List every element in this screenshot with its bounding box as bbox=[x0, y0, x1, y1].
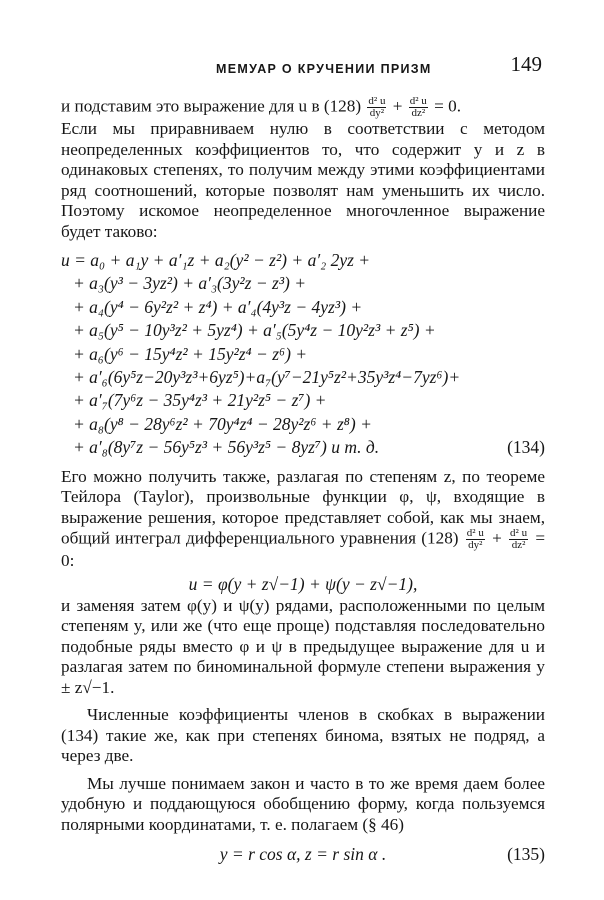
paragraph-substitution bbox=[61, 96, 545, 119]
fraction-numerator: d² u bbox=[409, 95, 427, 107]
fraction-d2u-dy2 bbox=[367, 96, 386, 119]
fraction-d2u-dz2 bbox=[409, 96, 428, 119]
equation-line: u = a₀ + a₁y + a′₁z + a₂(y² − z²) + a′₂ 2yz + bbox=[61, 250, 371, 270]
fraction-numerator: d² u bbox=[466, 527, 484, 540]
equation-line: + a₄(y⁴ − 6y²z² + z⁴) + a′₄(4y³z − 4yz³) + bbox=[73, 296, 363, 317]
paragraph-binomial: Численные коэффициенты членов в скобках в выражении (134) такие же, как при степенях бинома, взятых не подряд, а через две. bbox=[61, 705, 545, 766]
plus-sign: + bbox=[492, 528, 502, 548]
fraction-numerator: d² u bbox=[368, 95, 386, 107]
page-number: 149 bbox=[510, 52, 542, 76]
fraction-denominator: dy² bbox=[468, 539, 483, 552]
equation-line: + a′₇(7y⁶z − 35y⁴z³ + 21y²z⁵ − z⁷) + bbox=[73, 390, 327, 411]
paragraph-lead: и подставим это выражение для u в (128) bbox=[61, 96, 362, 116]
page-header bbox=[60, 50, 550, 80]
equation-tail: = 0. bbox=[434, 96, 461, 116]
paragraph-text: Его можно получить также, разлагая по степеням z, по теореме Тейлора (Taylor), произвольные функции φ, ψ, входящие в выражение решения, которое представляет собой, как мы знаем, общий интеграл дифференциального уравнения (128) bbox=[61, 466, 545, 548]
fraction-numerator: d² u bbox=[510, 527, 528, 540]
fraction-d2u-dz2 bbox=[509, 528, 528, 551]
equation-135 bbox=[61, 842, 545, 866]
fraction-denominator: dz² bbox=[411, 107, 426, 119]
page-body bbox=[61, 96, 545, 866]
paragraph-series: и заменяя затем φ(y) и ψ(y) рядами, расположенными по целым степеням y, или же (что еще проще) подставляя последовательно подобные ряды вместо φ и ψ в предыдущее выражение для u и разлагая затем по биноминальной формуле степени выражения y ± z√−1. bbox=[61, 595, 545, 697]
equation-number: (134) bbox=[507, 437, 545, 458]
fraction-d2u-dy2 bbox=[466, 528, 485, 551]
running-title: МЕМУАР О КРУЧЕНИИ ПРИЗМ bbox=[216, 62, 432, 76]
equation-line: + a₃(y³ − 3yz²) + a′₃(3y²z − z³) + bbox=[73, 273, 307, 294]
equation-number: (135) bbox=[507, 844, 545, 865]
equation-tail: = 0: bbox=[61, 528, 546, 571]
equation-line-text: + a′₈(8y⁷z − 56y⁵z³ + 56y³z⁵ − 8yz⁷) и т. д. bbox=[73, 437, 380, 458]
equation-text: y = r cos α, z = r sin α . bbox=[219, 844, 387, 865]
equation-general-integral: u = φ(y + z√−1) + ψ(y − z√−1), bbox=[188, 573, 418, 594]
fraction-denominator: dy² bbox=[369, 107, 385, 119]
plus-sign: + bbox=[392, 96, 403, 116]
paragraph-polar: Мы лучше понимаем закон и часто в то же время даем более удобную и поддающуюся обобщению форму, когда пользуемся полярными координатами, т. е. полагаем (§ 46) bbox=[61, 773, 545, 834]
equation-line: + a′₆(6y⁵z−20y³z³+6yz⁵)+a₇(y⁷−21y⁵z²+35y³z⁴−7yz⁶)+ bbox=[73, 367, 461, 388]
equation-line-last bbox=[61, 436, 545, 459]
equation-line: + a₅(y⁵ − 10y³z² + 5yz⁴) + a′₅(5y⁴z − 10y²z³ + z⁵) + bbox=[73, 320, 436, 341]
paragraph-coefficients: Если мы приравниваем нулю в соответствии с методом неопределенных коэффициентов то, что содержит y и z в одинаковых степенях, то получим между этими коэффициентами ряд соотношений, которые позволят нам уменьшить их число. Поэтому искомое неопределенное многочленное выражение будет таково: bbox=[61, 119, 545, 241]
equation-134 bbox=[61, 249, 545, 460]
paragraph-taylor bbox=[61, 467, 545, 572]
equation-line: + a₆(y⁶ − 15y⁴z² + 15y²z⁴ − z⁶) + bbox=[73, 343, 308, 364]
equation-line: + a₈(y⁸ − 28y⁶z² + 70y⁴z⁴ − 28y²z⁶ + z⁸) + bbox=[73, 413, 372, 434]
fraction-denominator: dz² bbox=[511, 539, 526, 552]
